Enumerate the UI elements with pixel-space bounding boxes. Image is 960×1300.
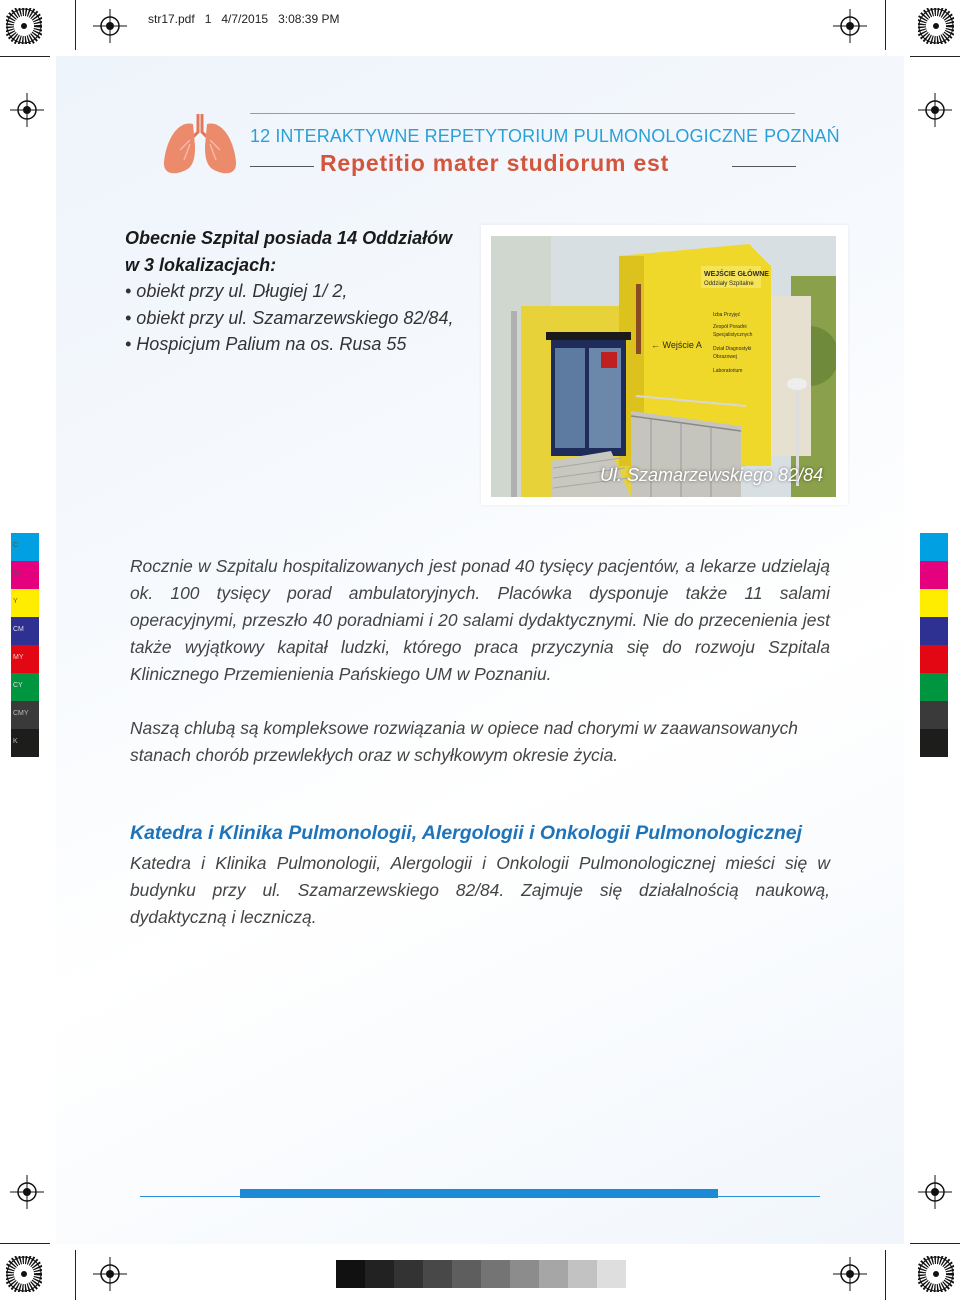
svg-text:Obrazowej: Obrazowej [713, 354, 737, 360]
star-target-icon [6, 8, 42, 44]
swatch-label: CMY [13, 710, 29, 717]
star-target-icon [6, 1256, 42, 1292]
locations-heading: Obecnie Szpital posiada 14 Oddziałów [125, 228, 453, 248]
gray-step [539, 1260, 568, 1288]
crop-mark [885, 1250, 886, 1300]
registration-mark-icon [833, 9, 867, 43]
hospital-building-photo [491, 236, 836, 497]
paragraph-department: Katedra i Klinika Pulmonologii, Alergologii i Onkologii Pulmonologicznej mieści się w budynku przy ul. Szamarzewskiego 82/84. Zajmuje się działalnością naukową, dydaktyczną i leczniczą. [130, 853, 830, 927]
color-swatch [11, 589, 39, 617]
swatch-label: Y [13, 598, 18, 605]
gray-step [597, 1260, 626, 1288]
svg-text:Laboratorium: Laboratorium [713, 368, 743, 374]
gray-step [510, 1260, 539, 1288]
crop-mark [75, 0, 76, 50]
gray-step [394, 1260, 423, 1288]
color-bar-left [11, 533, 39, 757]
color-swatch [920, 729, 948, 757]
color-swatch [920, 673, 948, 701]
swatch-label: CM [13, 626, 24, 633]
subtitle-rule-left [250, 166, 314, 167]
color-swatch [11, 533, 39, 561]
header-top-rule [250, 113, 795, 114]
lungs-icon [160, 110, 240, 180]
header-title [250, 126, 840, 147]
paragraph-statistics: Rocznie w Szpitalu hospitalizowanych jest ponad 40 tysięcy pacjentów, a lekarze udzielają ok. 100 tysięcy porad ambulatoryjnych. Placówka dysponuje także 11 salami operacyjnymi, przeszło 40 poradniami i 20 salami dydaktycznymi. Nie do przecenienia jest także wyjątkowy kapitał ludzki, którego praca przyczynia się do rozwoju Szpitala Klinicznego Przemienienia Pańskiego UM w Poznaniu. [130, 556, 830, 684]
list-item: • obiekt przy ul. Długiej 1/ 2, [125, 281, 348, 301]
color-swatch [11, 729, 39, 757]
swatch-label: M [13, 570, 19, 577]
registration-mark-icon [833, 1257, 867, 1291]
gray-step [336, 1260, 365, 1288]
gray-step [481, 1260, 510, 1288]
section-heading: Katedra i Klinika Pulmonologii, Alergologii i Onkologii Pulmonologicznej [130, 822, 803, 844]
paragraph-care: Naszą chlubą są kompleksowe rozwiązania w opiece nad chorymi w zaawansowanych stanach chorób przewlekłych oraz w schyłkowym okresie życia. [130, 718, 798, 765]
registration-mark-icon [918, 1175, 952, 1209]
footer-bar [240, 1189, 718, 1198]
color-swatch [920, 701, 948, 729]
header-title-text: 12 INTERAKTYWNE REPETYTORIUM PULMONOLOGICZNE [250, 126, 759, 146]
svg-text:WEJŚCIE GŁÓWNE: WEJŚCIE GŁÓWNE [704, 271, 769, 278]
swatch-label: K [13, 738, 18, 745]
registration-mark-icon [918, 93, 952, 127]
color-swatch [920, 533, 948, 561]
gray-step [452, 1260, 481, 1288]
swatch-label: C [13, 542, 19, 549]
color-swatch [11, 617, 39, 645]
svg-text:Zespół Poradni: Zespół Poradni [713, 324, 747, 330]
svg-text:Specjalistycznych: Specjalistycznych [713, 332, 753, 338]
svg-text:Dział Diagnostyki: Dział Diagnostyki [713, 346, 752, 352]
star-target-icon [918, 1256, 954, 1292]
color-swatch [11, 561, 39, 589]
color-swatch [11, 645, 39, 673]
locations-heading: w 3 lokalizacjach: [125, 254, 277, 275]
crop-mark [910, 56, 960, 57]
registration-mark-icon [93, 9, 127, 43]
gray-step [365, 1260, 394, 1288]
crop-mark [910, 1243, 960, 1244]
crop-mark [885, 0, 886, 50]
header-subtitle: Repetitio mater studiorum est [320, 150, 670, 176]
star-target-icon [918, 8, 954, 44]
swatch-label: CY [13, 682, 23, 689]
color-swatch [11, 701, 39, 729]
svg-text:Oddziały Szpitalne: Oddziały Szpitalne [704, 281, 754, 287]
building-illustration [491, 236, 836, 497]
color-swatch [11, 673, 39, 701]
registration-mark-icon [10, 1175, 44, 1209]
registration-mark-icon [93, 1257, 127, 1291]
gray-step [423, 1260, 452, 1288]
photo-caption: Ul. Szamarzewskiego 82/84 [600, 465, 824, 485]
header-city: POZNAŃ [764, 126, 840, 146]
color-swatch [920, 589, 948, 617]
color-swatch [920, 645, 948, 673]
list-item: • Hospicjum Palium na os. Rusa 55 [125, 334, 407, 354]
entrance-sign: ← Wejście A [651, 340, 702, 350]
crop-mark [0, 56, 50, 57]
color-swatch [920, 561, 948, 589]
crop-mark [0, 1243, 50, 1244]
swatch-label: MY [13, 654, 24, 661]
subtitle-rule-right [732, 166, 796, 167]
color-bar-right [920, 533, 948, 757]
gray-step-strip [336, 1260, 626, 1288]
svg-text:Izba Przyjęć: Izba Przyjęć [713, 312, 741, 318]
color-swatch [920, 617, 948, 645]
crop-mark [75, 1250, 76, 1300]
print-slug: str17.pdf 1 4/7/2015 3:08:39 PM [148, 12, 340, 26]
registration-mark-icon [10, 93, 44, 127]
locations-list [125, 225, 470, 358]
gray-step [568, 1260, 597, 1288]
list-item: • obiekt przy ul. Szamarzewskiego 82/84, [125, 307, 454, 328]
